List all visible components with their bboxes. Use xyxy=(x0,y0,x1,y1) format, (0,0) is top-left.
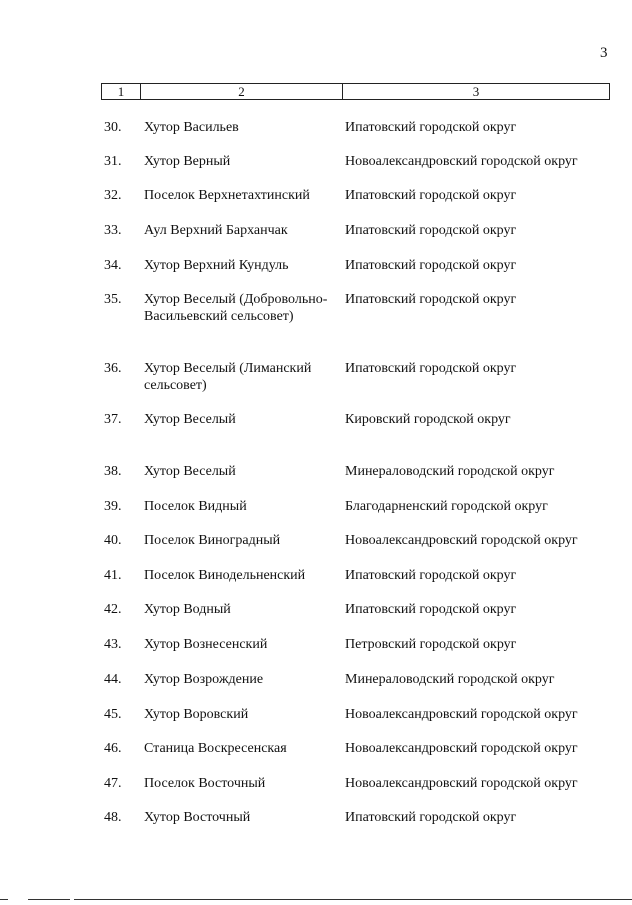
row-number: 46. xyxy=(104,741,122,756)
settlement-name: Хутор Верный xyxy=(144,154,231,169)
row-number: 39. xyxy=(104,499,122,514)
row-number: 38. xyxy=(104,464,122,479)
settlement-name: Хутор Воровский xyxy=(144,707,249,722)
row-number: 43. xyxy=(104,637,122,652)
header-col-2: 2 xyxy=(141,84,343,99)
settlement-name: Хутор Вознесенский xyxy=(144,637,268,652)
row-number: 30. xyxy=(104,120,122,135)
settlement-name: Хутор Восточный xyxy=(144,810,251,825)
footer-rule-short xyxy=(28,899,70,900)
settlement-name: Хутор Возрождение xyxy=(144,672,264,687)
settlement-name: Аул Верхний Барханчак xyxy=(144,223,288,238)
district-name: Кировский городской округ xyxy=(345,412,511,427)
settlement-name: Хутор Веселый xyxy=(144,464,236,479)
row-number: 37. xyxy=(104,412,122,427)
row-number: 34. xyxy=(104,258,122,273)
settlement-name: Поселок Верхнетахтинский xyxy=(144,188,310,203)
row-number: 36. xyxy=(104,361,122,376)
settlement-name: Хутор Веселый (Лиманский сельсовет) xyxy=(144,361,312,393)
row-number: 42. xyxy=(104,602,122,617)
district-name: Ипатовский городской округ xyxy=(345,258,517,273)
settlement-name: Хутор Верхний Кундуль xyxy=(144,258,289,273)
settlement-name: Хутор Веселый xyxy=(144,412,236,427)
district-name: Ипатовский городской округ xyxy=(345,292,517,307)
district-name: Новоалександровский городской округ xyxy=(345,154,578,169)
footer-rule-long xyxy=(74,899,632,900)
row-number: 40. xyxy=(104,533,122,548)
district-name: Новоалександровский городской округ xyxy=(345,707,578,722)
settlement-name: Хутор Веселый (Добровольно-Васильевский сельсовет) xyxy=(144,292,328,324)
page-number: 3 xyxy=(600,45,608,61)
row-number: 44. xyxy=(104,672,122,687)
district-name: Новоалександровский городской округ xyxy=(345,741,578,756)
row-number: 41. xyxy=(104,568,122,583)
settlement-name: Поселок Винодельненский xyxy=(144,568,306,583)
row-number: 33. xyxy=(104,223,122,238)
row-number: 45. xyxy=(104,707,122,722)
row-number: 31. xyxy=(104,154,122,169)
district-name: Ипатовский городской округ xyxy=(345,602,517,617)
header-col-1: 1 xyxy=(102,84,141,99)
settlement-name: Хутор Васильев xyxy=(144,120,239,135)
settlement-name: Станица Воскресенская xyxy=(144,741,287,756)
settlement-name: Хутор Водный xyxy=(144,602,231,617)
district-name: Петровский городской округ xyxy=(345,637,517,652)
district-name: Ипатовский городской округ xyxy=(345,568,517,583)
row-number: 48. xyxy=(104,810,122,825)
district-name: Новоалександровский городской округ xyxy=(345,776,578,791)
footer-rule-mark xyxy=(0,899,8,900)
district-name: Благодарненский городской округ xyxy=(345,499,548,514)
settlement-name: Поселок Виноградный xyxy=(144,533,281,548)
settlement-name: Поселок Видный xyxy=(144,499,247,514)
district-name: Ипатовский городской округ xyxy=(345,188,517,203)
district-name: Ипатовский городской округ xyxy=(345,810,517,825)
district-name: Ипатовский городской округ xyxy=(345,223,517,238)
header-col-3: 3 xyxy=(472,84,480,99)
row-number: 47. xyxy=(104,776,122,791)
table-header xyxy=(101,83,610,100)
row-number: 35. xyxy=(104,292,122,307)
district-name: Ипатовский городской округ xyxy=(345,120,517,135)
district-name: Новоалександровский городской округ xyxy=(345,533,578,548)
district-name: Минераловодский городской округ xyxy=(345,464,555,479)
row-number: 32. xyxy=(104,188,122,203)
settlement-name: Поселок Восточный xyxy=(144,776,266,791)
district-name: Ипатовский городской округ xyxy=(345,361,517,376)
district-name: Минераловодский городской округ xyxy=(345,672,555,687)
